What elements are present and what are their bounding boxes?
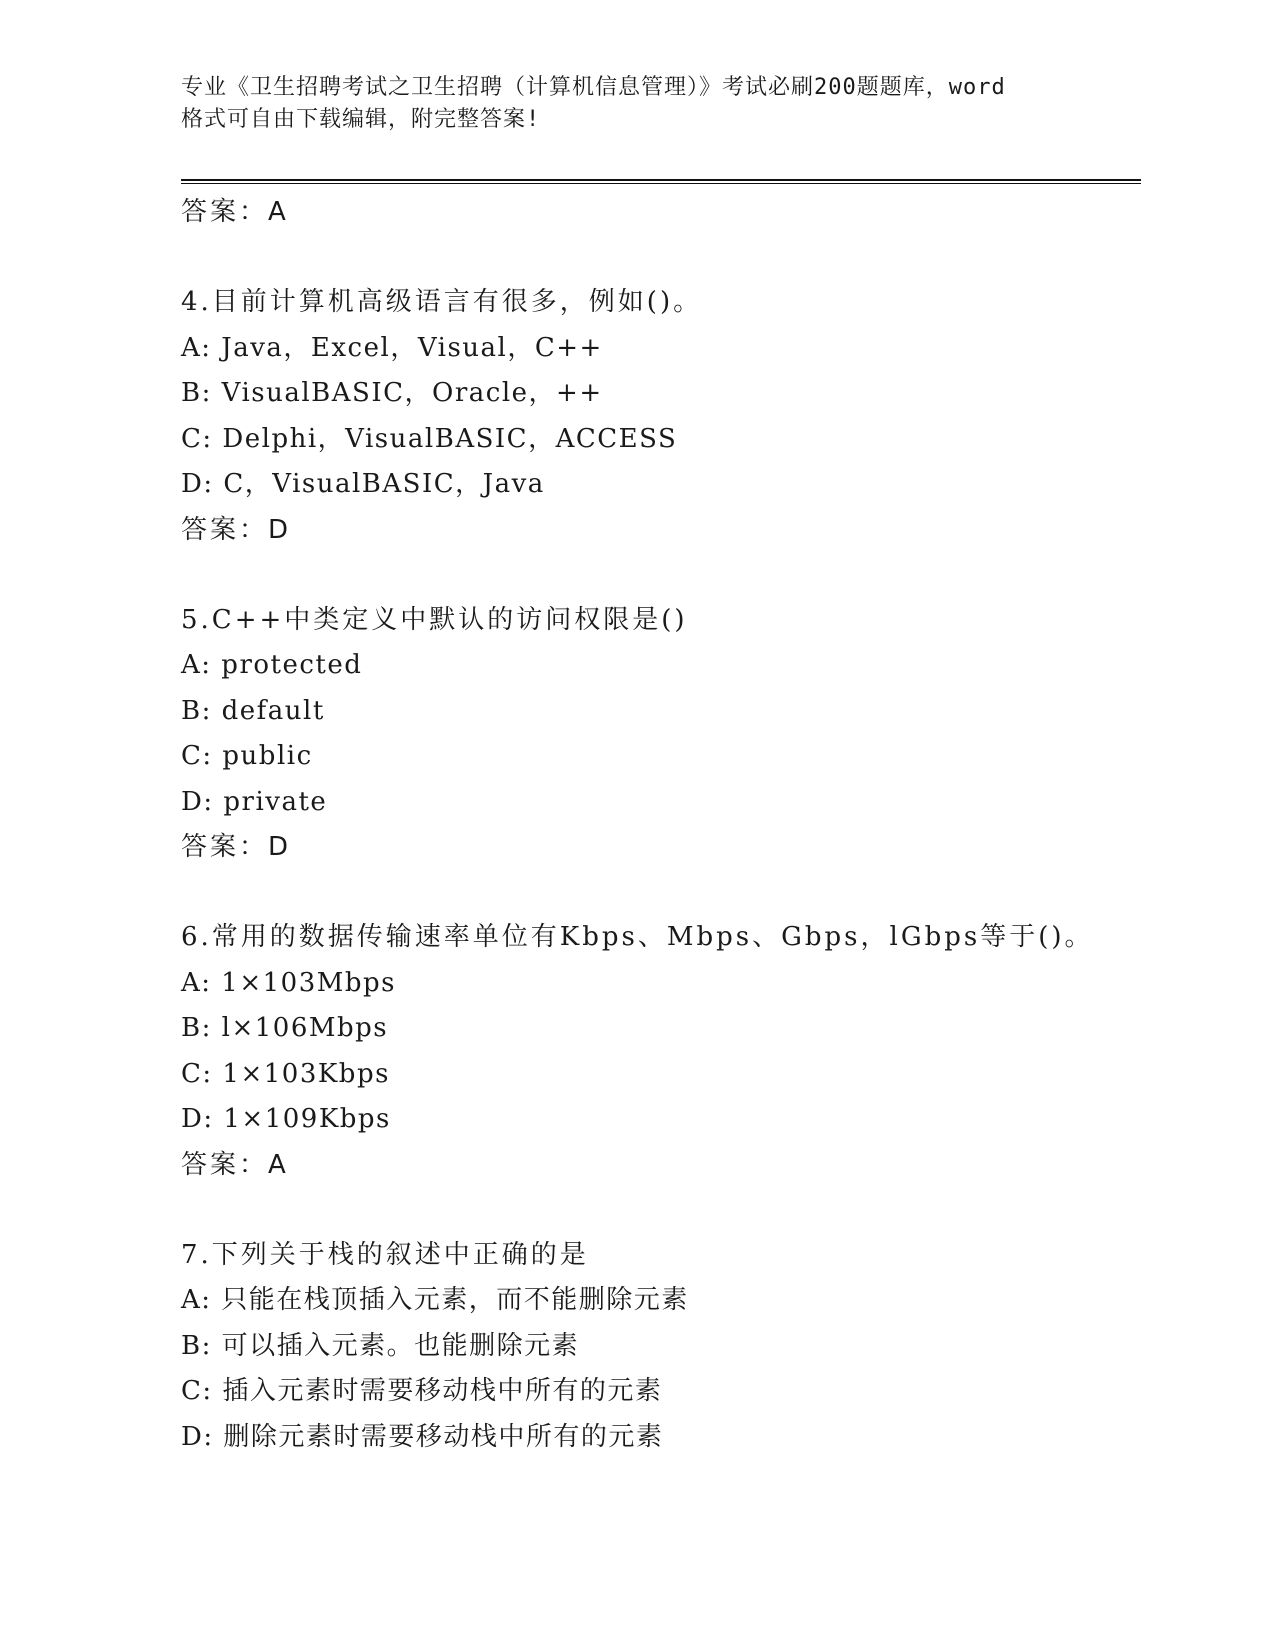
option-b: B: l×106Mbps <box>181 1013 389 1043</box>
option-d: D: 删除元素时需要移动栈中所有的元素 <box>181 1421 664 1452</box>
option-d: D: C，VisualBASIC，Java <box>181 469 545 499</box>
header-line-2: 格式可自由下载编辑，附完整答案! <box>181 107 541 132</box>
option-b: B: VisualBASIC，Oracle，++ <box>181 378 603 408</box>
answer-line: 答案：A <box>181 197 289 227</box>
option-a: A: Java，Excel，Visual，C++ <box>181 332 603 363</box>
question-stem: 7.下列关于栈的叙述中正确的是 <box>181 1239 589 1270</box>
spacer <box>181 1188 1141 1233</box>
option-b: B: 可以插入元素。也能删除元素 <box>181 1330 580 1361</box>
header-line-1: 专业《卫生招聘考试之卫生招聘（计算机信息管理）》考试必刷200题题库，word <box>181 75 1006 100</box>
option-d: D: 1×109Kbps <box>181 1104 391 1134</box>
answer-line: 答案：D <box>181 514 292 545</box>
option-a: A: 只能在栈顶插入元素，而不能删除元素 <box>181 1285 689 1315</box>
option-b: B: default <box>181 695 325 726</box>
option-c: C: Delphi，VisualBASIC，ACCESS <box>181 423 678 454</box>
header-rule-thick <box>181 179 1141 181</box>
spacer <box>181 870 1141 915</box>
option-c: C: public <box>181 741 313 771</box>
spacer <box>181 553 1141 598</box>
question-item <box>181 915 1141 1188</box>
question-stem: 4.目前计算机高级语言有很多，例如()。 <box>181 287 703 317</box>
document-header <box>181 72 1081 136</box>
option-c: C: 插入元素时需要移动栈中所有的元素 <box>181 1376 663 1406</box>
spacer <box>181 235 1141 280</box>
question-list <box>181 190 1141 1460</box>
option-a: A: 1×103Mbps <box>181 967 397 998</box>
header-rule-thin <box>181 183 1141 184</box>
option-a: A: protected <box>181 650 363 680</box>
question-item <box>181 598 1141 871</box>
question-stem: 5.C++中类定义中默认的访问权限是() <box>181 604 688 635</box>
question-stem: 6.常用的数据传输速率单位有Kbps、Mbps、Gbps，lGbps等于()。 <box>181 922 1094 952</box>
option-c: C: 1×103Kbps <box>181 1058 390 1089</box>
question-item <box>181 280 1141 553</box>
question-item <box>181 1233 1141 1461</box>
answer-line: 答案：D <box>181 832 292 862</box>
answer-line: 答案：A <box>181 1149 289 1180</box>
option-d: D: private <box>181 786 328 817</box>
